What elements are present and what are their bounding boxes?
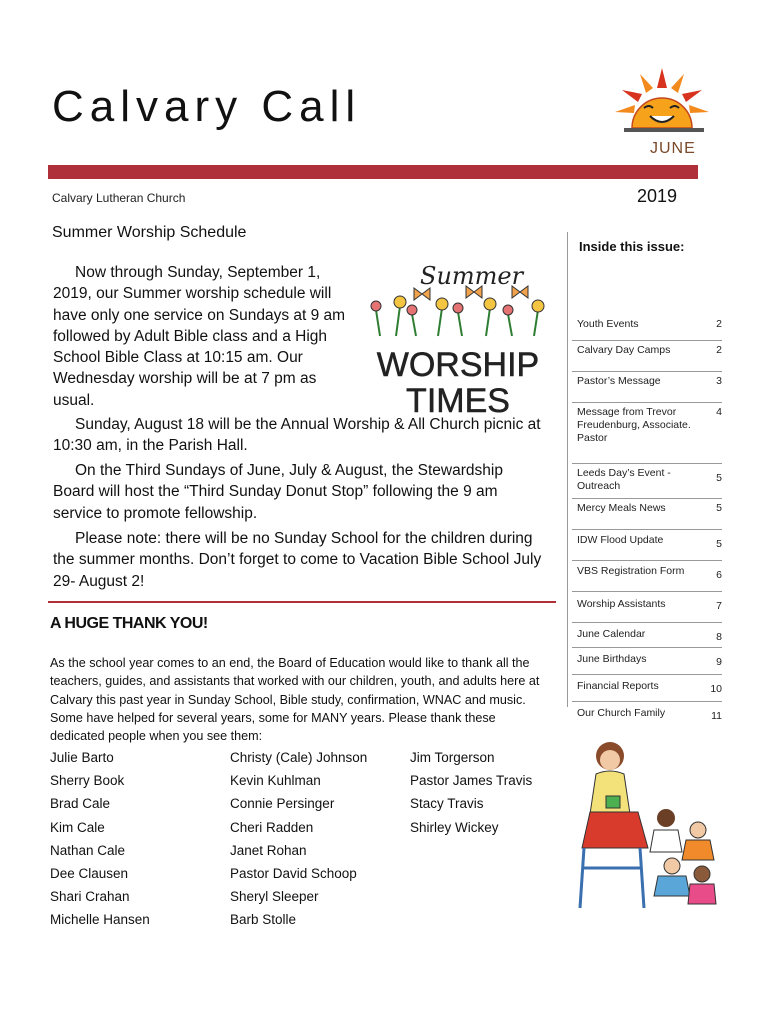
toc-item-youth-events[interactable]	[572, 310, 722, 341]
toc-page: 5	[716, 502, 722, 514]
toc-title: Mercy Meals News	[577, 502, 666, 514]
toc-title: IDW Flood Update	[577, 534, 664, 546]
article-divider	[48, 601, 556, 603]
volunteer-name: Kevin Kuhlman	[230, 773, 321, 789]
toc-item-vbs-form[interactable]	[572, 561, 722, 592]
toc-item-idw-flood[interactable]	[572, 530, 722, 561]
toc-page: 10	[710, 683, 722, 695]
volunteer-name: Pastor James Travis	[410, 773, 533, 789]
volunteer-name: Brad Cale	[50, 796, 111, 812]
volunteer-name: Shirley Wickey	[410, 819, 499, 835]
newsletter-title: Calvary Call	[52, 82, 362, 131]
toc-title: Financial Reports	[577, 680, 659, 692]
art-worship-text: WORSHIP	[376, 346, 540, 384]
names-column-1	[50, 746, 150, 932]
volunteer-name: Christy (Cale) Johnson	[230, 750, 368, 765]
toc-item-day-camps[interactable]	[572, 341, 722, 372]
volunteer-name: Pastor David Schoop	[230, 866, 357, 882]
toc-item-trevor-message[interactable]	[572, 403, 722, 464]
article-heading-thank-you: A HUGE THANK YOU!	[50, 615, 208, 632]
issue-year: 2019	[637, 186, 678, 206]
summer-worship-artwork	[366, 258, 550, 418]
toc-title: VBS Registration Form	[577, 565, 685, 577]
art-times-text: TIMES	[406, 382, 510, 418]
toc-item-pastors-message[interactable]	[572, 372, 722, 403]
article-paragraph: Please note: there will be no Sunday School for the children during the summer months. Don’t forget to come to Vacation Bible School July 29- August 2!	[53, 530, 542, 590]
toc-page: 8	[716, 631, 722, 643]
toc-title: Youth Events	[577, 318, 639, 330]
toc-page: 7	[716, 600, 722, 612]
toc-item-june-calendar[interactable]	[572, 623, 722, 648]
toc-item-church-family[interactable]	[572, 702, 722, 728]
sidebar-heading: Inside this issue:	[579, 239, 685, 254]
teacher-reading-illustration	[570, 738, 720, 918]
volunteer-name: Kim Cale	[50, 819, 105, 835]
toc-page: 5	[716, 472, 722, 484]
toc-page: 2	[716, 344, 722, 356]
article-paragraph: On the Third Sundays of June, July & August, the Stewardship Board will host the “Third Sunday Donut Stop” following the 9 am service to promote fellowship.	[53, 462, 503, 522]
sidebar-border	[567, 232, 568, 707]
volunteer-name: Julie Barto	[50, 750, 114, 765]
names-column-2	[230, 746, 367, 932]
toc-title: June Calendar	[577, 628, 646, 640]
toc-item-mercy-meals[interactable]	[572, 499, 722, 530]
volunteer-name: Connie Persinger	[230, 796, 335, 812]
toc-page: 2	[716, 318, 722, 330]
article-paragraph: Now through Sunday, September 1, 2019, our Summer worship schedule will have only one service on Sundays at 9 am followed by Adult Bible class and a High School Bible Class at 10:15 am. Our Wednesday worship will be at 7 pm as usual.	[53, 264, 346, 409]
article-heading-worship: Summer Worship Schedule	[52, 224, 247, 241]
toc-item-worship-assistants[interactable]	[572, 592, 722, 623]
toc-title: Message from Trevor Freudenburg, Associate. Pastor	[577, 406, 691, 444]
names-column-3	[410, 746, 532, 839]
church-name: Calvary Lutheran Church	[52, 191, 186, 205]
toc-item-june-birthdays[interactable]	[572, 648, 722, 675]
volunteer-name: Sheryl Sleeper	[230, 889, 319, 905]
toc-title: Leeds Day’s Event - Outreach	[577, 467, 671, 492]
toc-item-financial-reports[interactable]	[572, 675, 722, 702]
toc-title: June Birthdays	[577, 653, 647, 665]
toc-title: Our Church Family	[577, 707, 666, 719]
volunteer-name: Cheri Radden	[230, 819, 314, 835]
toc-page: 3	[716, 375, 722, 387]
toc-title: Calvary Day Camps	[577, 344, 671, 356]
volunteer-name: Dee Clausen	[50, 866, 129, 882]
volunteer-name: Nathan Cale	[50, 842, 126, 858]
table-of-contents	[572, 310, 722, 728]
toc-page: 4	[716, 406, 722, 418]
volunteer-name: Janet Rohan	[230, 842, 307, 858]
volunteer-name: Barb Stolle	[230, 912, 297, 928]
volunteer-name: Michelle Hansen	[50, 912, 150, 928]
toc-page: 11	[711, 710, 722, 722]
article-paragraph: As the school year comes to an end, the Board of Education would like to thank all the teachers, guides, and assistants that worked with our children, youth, and adults here at Calvary this past year in Sunday School, Bible study, confirmation, WNAC and music. Some have helped for several years, some for MANY years. Please thank these dedicated people when you see them:	[50, 656, 540, 744]
toc-title: Worship Assistants	[577, 598, 666, 610]
article-paragraph: Sunday, August 18 will be the Annual Worship & All Church picnic at 10:30 am, in the Parish Hall.	[53, 416, 541, 455]
volunteer-name: Shari Crahan	[50, 889, 130, 905]
toc-page: 6	[716, 569, 722, 581]
header-divider	[48, 165, 698, 179]
toc-item-leeds-days[interactable]	[572, 464, 722, 499]
art-summer-text: Summer	[420, 262, 524, 290]
volunteer-name: Sherry Book	[50, 773, 125, 789]
toc-title: Pastor’s Message	[577, 375, 661, 387]
toc-page: 9	[716, 656, 722, 668]
volunteer-name: Jim Torgerson	[410, 750, 495, 765]
volunteer-name: Stacy Travis	[410, 796, 484, 812]
toc-page: 5	[716, 538, 722, 550]
issue-month: JUNE	[650, 140, 696, 157]
